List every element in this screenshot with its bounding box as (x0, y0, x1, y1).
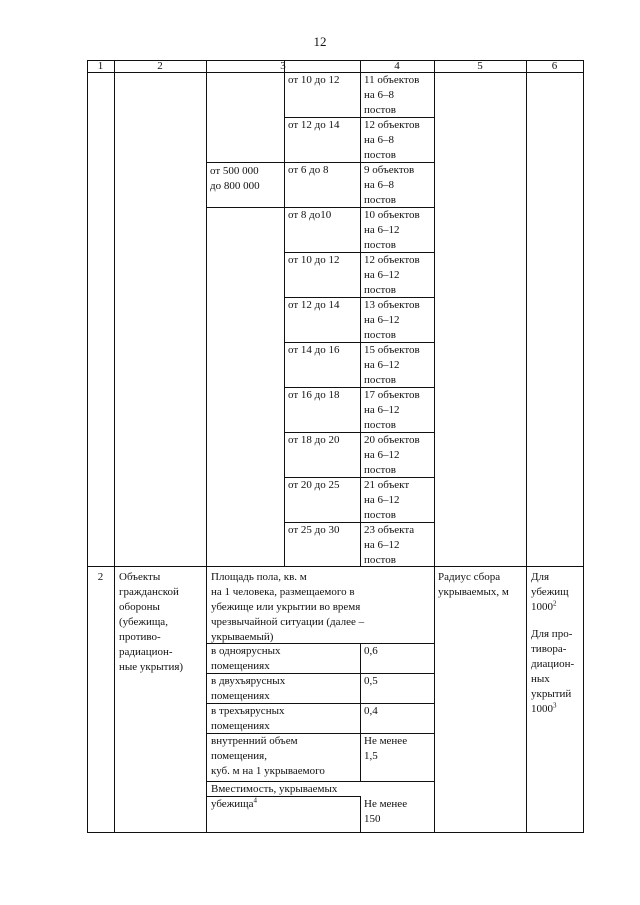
range-cell: от 14 до 16 (288, 344, 340, 356)
sub-value: Не менее 1,5 (364, 735, 408, 762)
col-header-2: 2 (157, 60, 163, 72)
capacity-header: Вместимость, укрываемых (211, 783, 338, 795)
objects-cell: 15 объектов на 6–12 постов (364, 344, 420, 386)
area-header: Площадь пола, кв. м на 1 человека, размещаемого в убежище или укрытии во время чрезвычайной ситуации (далее – укрываемый) (211, 571, 365, 643)
radius-label: Радиус сбора укрываемых, м (438, 571, 509, 598)
objects-cell: 20 объектов на 6–12 постов (364, 434, 420, 476)
shelter-label: убежища$^4$ (211, 796, 258, 810)
footnote-mark: 2 (553, 599, 557, 608)
objects-cell: 23 объекта на 6–12 постов (364, 524, 415, 566)
range-cell: от 8 до10 (288, 209, 332, 221)
object-name: Объекты гражданской обороны (убежища, противо- радиацион- ные укрытия) (119, 571, 184, 673)
objects-cell: 17 объектов на 6–12 постов (364, 389, 420, 431)
sub-value: 0,5 (364, 675, 378, 687)
col-header-5: 5 (477, 60, 483, 72)
objects-cell: 9 объектов на 6–8 постов (364, 164, 415, 206)
range-cell: от 16 до 18 (288, 389, 340, 401)
shelters-radius: Для убежищ 1000$^2$ (531, 571, 569, 613)
range-cell: от 10 до 12 (288, 74, 340, 86)
footnote-mark: 4 (253, 796, 258, 805)
range-cell: от 12 до 14 (288, 299, 340, 311)
col-header-3: 3 (280, 60, 286, 72)
range-cell: от 12 до 14 (288, 119, 340, 131)
col-header-1: 1 (97, 60, 104, 72)
objects-cell: 13 объектов на 6–12 постов (364, 299, 420, 341)
sub-label: в трехъярусных помещениях (211, 705, 285, 732)
footnote-mark: 3 (553, 701, 557, 710)
objects-cell: 12 объектов на 6–12 постов (364, 254, 420, 296)
sub-value: 0,4 (364, 705, 378, 717)
objects-cell: 10 объектов на 6–12 постов (364, 209, 420, 251)
anti-radiation-radius: Для про- тивора- диацион- ных укрытий 1000$^3$ (531, 628, 575, 715)
objects-cell: 21 объект на 6–12 постов (364, 479, 410, 521)
sub-label: в одноярусных помещениях (211, 645, 281, 672)
objects-cell: 12 объектов на 6–8 постов (364, 119, 420, 161)
range-cell: от 10 до 12 (288, 254, 340, 266)
population-range: от 500 000 до 800 000 (210, 165, 260, 192)
shelter-value: Не менее 150 (364, 798, 408, 825)
range-cell: от 25 до 30 (288, 524, 340, 536)
col-header-4: 4 (394, 60, 400, 72)
sub-label: в двухъярусных помещениях (211, 675, 286, 702)
page-number: 12 (313, 34, 327, 49)
sub-value: 0,6 (364, 645, 378, 657)
sub-label: внутренний объем помещения, куб. м на 1 укрываемого (211, 735, 325, 777)
objects-cell: 11 объектов на 6–8 постов (364, 74, 420, 116)
range-cell: от 20 до 25 (288, 479, 340, 491)
col-header-6: 6 (551, 60, 558, 72)
row-number: 2 (97, 571, 104, 583)
range-cell: от 18 до 20 (288, 434, 340, 446)
range-cell: от 6 до 8 (288, 164, 329, 176)
